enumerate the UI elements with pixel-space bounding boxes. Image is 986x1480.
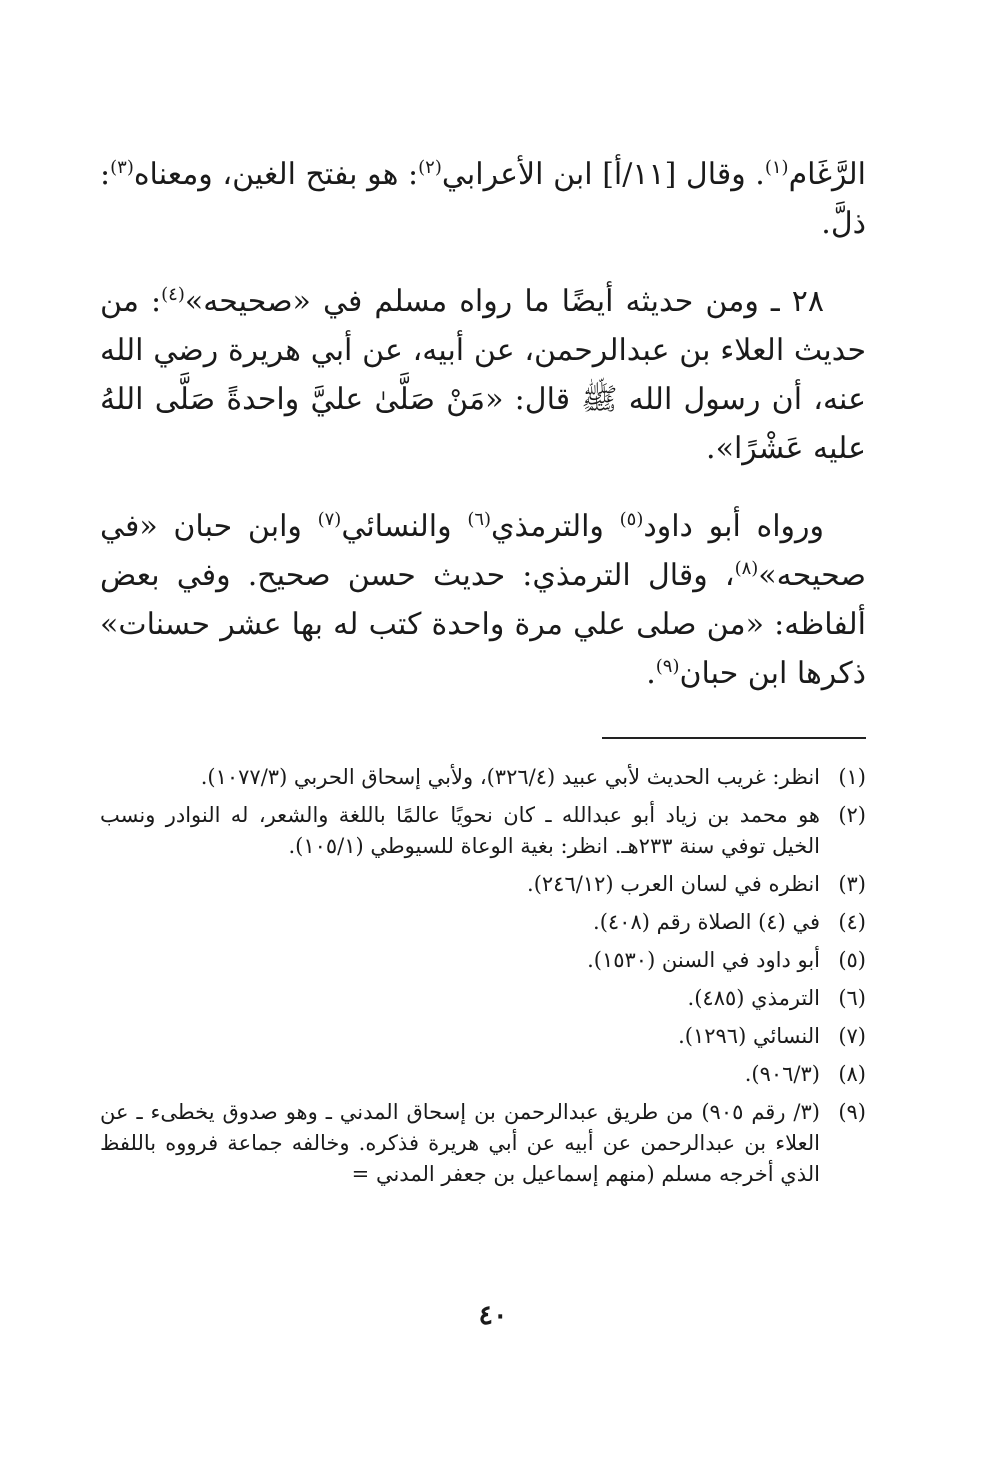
footnote-number: (٣) [838,872,866,896]
footnote-ref: (٧) [317,509,342,530]
footnote-text: (٩٠٦/٣). [744,1062,820,1086]
footnote [100,945,866,976]
paragraph-text: والترمذي [491,509,620,544]
paragraph [100,502,866,698]
paragraph [100,277,866,473]
footnote-number: (٨) [838,1062,866,1086]
footnote-number: (٦) [838,986,866,1010]
footnote [100,1059,866,1090]
footnote-ref: (٨) [734,558,759,579]
footnote [100,869,866,900]
footnote-text: (٣/ رقم ٩٠٥) من طريق عبدالرحمن بن إسحاق المدني ـ وهو صدوق يخطىء ـ عن العلاء بن عبدالرحمن عن أبيه عن أبي هريرة فذكره. وخالفه جماعة فرووه باللفظ الذي أخرجه مسلم (منهم إسماعيل بن جعفر المدني = [100,1100,820,1186]
paragraph-text: : هو بفتح الغين، ومعناه [133,157,419,192]
footnote-text: انظر: غريب الحديث لأبي عبيد (٣٢٦/٤)، ولأبي إسحاق الحربي (١٠٧٧/٣). [200,765,820,789]
footnote-text: النسائي (١٢٩٦). [678,1024,820,1048]
footnote-ref: (١) [764,157,789,178]
footnote-separator [602,737,866,739]
footnote-ref: (٦) [467,509,492,530]
footnote-ref: (٣) [110,157,134,178]
paragraph-text: : ذلَّ. [100,157,866,241]
footnote-text: الترمذي (٤٨٥). [687,986,820,1010]
footnote-number: (٢) [838,803,866,827]
paragraph-text: والنسائي [341,509,468,544]
footnote [100,907,866,938]
paragraph-text: ، وقال الترمذي: حديث حسن صحيح. وفي بعض ألفاظه: «من صلى علي مرة واحدة كتب له بها عشر حسنات» ذكرها ابن حبان [100,558,866,691]
paragraph-text: الرَّغَام [788,157,866,192]
footnote-ref: (٢) [418,157,442,178]
footnote-number: (٩) [838,1100,866,1124]
paragraph-text: . [646,656,656,691]
footnote-text: أبو داود في السنن (١٥٣٠). [587,948,820,972]
footnote [100,1021,866,1052]
footnote-number: (٧) [838,1024,866,1048]
footnote [100,1097,866,1190]
footnote [100,800,866,862]
footnote-text: في (٤) الصلاة رقم (٤٠٨). [593,910,820,934]
paragraph-text: وابن حبان «في صحيحه» [100,509,866,593]
footnote-ref: (٥) [619,509,644,530]
paragraph-text: ٢٨ ـ ومن حديثه أيضًا ما رواه مسلم في «صحيحه» [184,284,824,319]
footnote-text: هو محمد بن زياد أبو عبدالله ـ كان نحويًا عالمًا باللغة والشعر، له النوادر ونسب الخيل توفي سنة ٢٣٣هـ. انظر: بغية الوعاة للسيوطي (١٠٥/١). [100,803,820,858]
paragraph-text: ورواه أبو داود [643,509,825,544]
footnote-ref: (٤) [161,284,185,305]
footnote [100,762,866,793]
footnote-text: انظره في لسان العرب (٢٤٦/١٢). [527,872,820,896]
footnote-ref: (٩) [655,656,680,677]
page-number: ٤٠ [478,1300,508,1331]
footnotes [100,762,866,1197]
paragraph [100,150,866,248]
page-content [100,150,866,1186]
main-text [100,150,866,698]
paragraph-text: . وقال [١١/أ] ابن الأعرابي [441,157,765,192]
footnote-number: (٥) [838,948,866,972]
paragraph-text: : من حديث العلاء بن عبدالرحمن، عن أبيه، عن أبي هريرة رضي الله عنه، أن رسول الله ﷺ قال: «مَنْ صَلَّىٰ عليَّ واحدةً صَلَّى اللهُ عليه عَشْرًا». [100,284,866,466]
footnote [100,983,866,1014]
footnote-number: (٤) [838,910,866,934]
footnote-number: (١) [838,765,866,789]
